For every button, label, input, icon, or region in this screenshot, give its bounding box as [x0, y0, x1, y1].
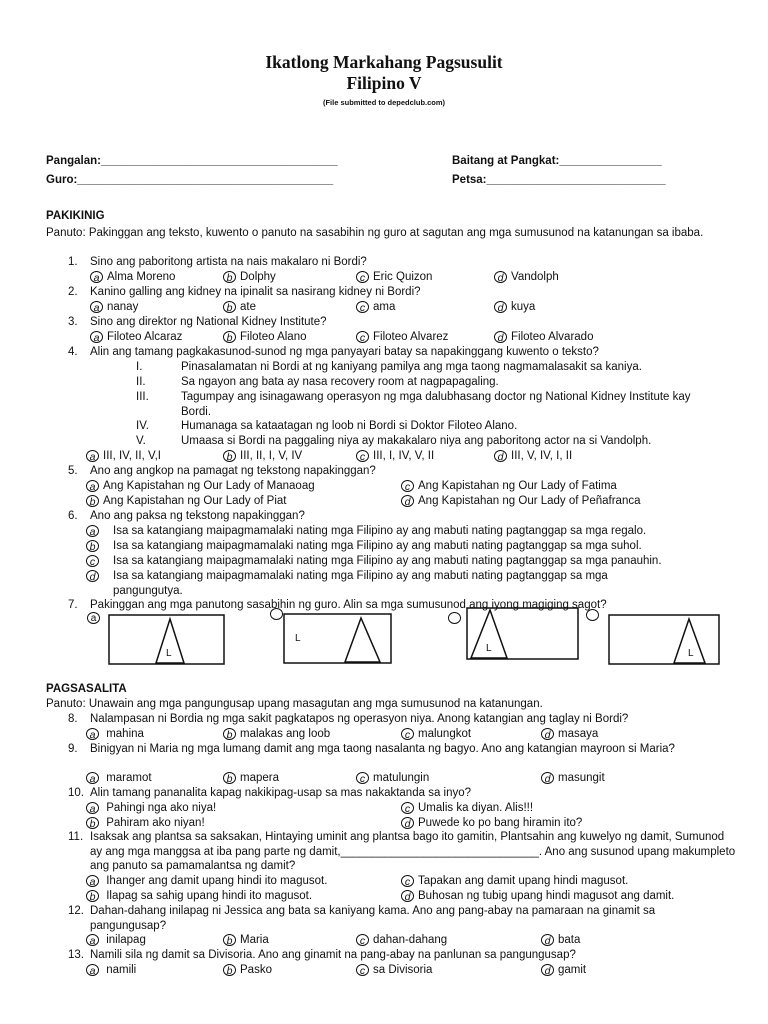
choice-d-text: Isa sa katangiang maipagmamalaki nating mga Filipino ay ang mabuti nating pagtanggap sa mga pangungutya. — [113, 570, 608, 597]
question-11-number: 11. — [68, 831, 84, 843]
question-11: Isaksak ang plantsa sa saksakan, Hintaying uminit ang plantsa bago ito gamitin, Plantsahin ang kuwelyo ng damit, Sumunod ay ang mga manggsa at iba pang parte ng damit,_______________________________. Ano ang susunod upang makumpleto ang panuto sa pamamalantsa ng damit? — [90, 831, 736, 873]
figure-option-c[interactable] — [466, 607, 580, 661]
choice-d[interactable]: d bata — [541, 933, 580, 948]
choice-d[interactable]: d Buhosan ng tubig upang hindi magusot ang damit. — [401, 889, 674, 904]
question-12-number: 12. — [68, 905, 84, 917]
figure-option-b[interactable] — [283, 613, 393, 665]
choice-c[interactable]: c ama — [356, 300, 395, 315]
figure-option-d[interactable] — [608, 614, 721, 666]
choice-d[interactable]: d gamit — [541, 963, 586, 978]
question-4: 4. Alin ang tamang pagkakasunod-sunod ng mga panyayari batay sa napakinggang kuwento o teksto? — [68, 346, 599, 358]
choices-8 — [0, 727, 768, 742]
choice-c[interactable] — [448, 612, 461, 624]
figure-label: L — [295, 633, 301, 644]
choice-a[interactable]: a Isa sa katangiang maipagmamalaki nating mga Filipino ay ang mabuti nating pagtanggap sa mga regalo. — [0, 524, 768, 539]
choice-c[interactable]: c Filoteo Alvarez — [356, 330, 448, 345]
choice-d[interactable]: d Ang Kapistahan ng Our Lady of Peñafranca — [401, 494, 641, 509]
choices-9 — [0, 771, 768, 786]
sequence-item: IV. Humanaga sa kataatagan ng loob ni Bordi si Doktor Filoteo Alano. — [136, 420, 518, 432]
choice-a[interactable]: a nanay — [90, 300, 138, 315]
choices-13 — [0, 963, 768, 978]
sequence-item-text: Tagumpay ang isinagawang operasyon ng mga dalubhasang doctor ng National Kidney Institute kay Bordi. — [181, 391, 691, 418]
choice-a[interactable]: a Ang Kapistahan ng Our Lady of Manaoag — [86, 479, 315, 494]
choice-b[interactable]: b Pahiram ako niyan! — [86, 816, 205, 831]
figure-label: L — [688, 648, 694, 659]
choice-a[interactable]: a Filoteo Alcaraz — [90, 330, 182, 345]
choice-d[interactable]: d — [0, 569, 768, 584]
choice-d[interactable]: d Vandolph — [494, 270, 559, 285]
choice-d[interactable]: d kuya — [494, 300, 535, 315]
exam-subject: Filipino V — [346, 73, 422, 93]
choice-a[interactable]: a — [87, 612, 100, 624]
source-note: (File submitted to depedclub.com) — [322, 98, 446, 107]
choice-a[interactable]: a maramot — [86, 771, 152, 786]
choice-c[interactable]: c Eric Quizon — [356, 270, 432, 285]
question-2: 2. Kanino galling ang kidney na ipinalit sa nasirang kidney ni Bordi? — [68, 286, 421, 298]
question-9: Binigyan ni Maria ng mga lumang damit ang mga taong nasalanta ng bagyo. Ano ang katangian mayroon si Maria? — [90, 743, 675, 755]
guro-field[interactable]: Guro:________________________________________ — [46, 174, 334, 186]
choices-11b — [0, 889, 768, 904]
question-13: 13. Namili sila ng damit sa Divisoria. Ano ang ginamit na pang-abay na panlunan sa pangungusap? — [68, 949, 576, 961]
question-8: 8. Nalampasan ni Bordia ng mga sakit pagkatapos ng operasyon niya. Anong katangian ang taglay ni Bordi? — [68, 713, 629, 725]
choice-b[interactable]: b ate — [223, 300, 256, 315]
choices-3 — [0, 330, 768, 345]
choice-a[interactable]: a Alma Moreno — [90, 270, 175, 285]
choices-11a — [0, 874, 768, 889]
choice-c[interactable]: c malungkot — [401, 727, 471, 742]
choice-c[interactable]: c III, I, IV, V, II — [356, 449, 434, 464]
petsa-field[interactable]: Petsa:____________________________ — [452, 174, 666, 186]
sequence-item: II. Sa ngayon ang bata ay nasa recovery room at nagpapagaling. — [136, 376, 499, 388]
choice-d[interactable] — [586, 609, 599, 621]
question-3: 3. Sino ang direktor ng National Kidney Institute? — [68, 316, 327, 328]
choice-b[interactable]: b Maria — [223, 933, 269, 948]
choice-b[interactable] — [270, 608, 283, 620]
choice-b[interactable]: b malakas ang loob — [223, 727, 330, 742]
choices-10b — [0, 816, 768, 831]
choice-c[interactable]: c Isa sa katangiang maipagmamalaki nating mga Filipino ay ang mabuti nating pagtanggap sa mga panauhin. — [0, 554, 768, 569]
choices-5b — [0, 494, 768, 509]
panuto-pagsasalita: Panuto: Unawain ang mga pangungusap upang masagutan ang mga sumusunod na katanungan. — [46, 698, 543, 710]
choices-1 — [0, 270, 768, 285]
choice-c[interactable]: c Umalis ka diyan. Alis!!! — [401, 801, 533, 816]
question-5: 5. Ano ang angkop na pamagat ng tekstong napakinggan? — [68, 465, 376, 477]
choice-d[interactable]: d Filoteo Alvarado — [494, 330, 593, 345]
sequence-item: V. Umaasa si Bordi na paggaling niya ay makakalaro niya ang paboritong actor na si Vandolph. — [136, 435, 652, 447]
question-9-number: 9. — [68, 743, 78, 755]
choice-d[interactable]: d III, V, IV, I, II — [494, 449, 572, 464]
pangalan-field[interactable]: Pangalan:_____________________________________ — [46, 155, 338, 167]
choice-a[interactable]: a Ihanger ang damit upang hindi ito magusot. — [86, 874, 327, 889]
choice-b[interactable]: b mapera — [223, 771, 279, 786]
choice-b[interactable]: b Isa sa katangiang maipagmamalaki nating mga Filipino ay ang mabuti nating pagtanggap sa mga suhol. — [0, 539, 768, 554]
section-heading-pakikinig: PAKIKINIG — [46, 210, 105, 222]
choice-c[interactable]: c dahan-dahang — [356, 933, 447, 948]
choice-b[interactable]: b III, II, I, V, IV — [223, 449, 302, 464]
choice-b[interactable]: b Pasko — [223, 963, 272, 978]
choices-4 — [0, 449, 768, 464]
question-6: 6. Ano ang paksa ng tekstong napakinggan? — [68, 510, 305, 522]
figure-label: L — [486, 643, 492, 654]
sequence-item: III. — [136, 391, 149, 403]
choice-c[interactable]: c Tapakan ang damit upang hindi magusot. — [401, 874, 628, 889]
figure-label: L — [166, 648, 172, 659]
choice-b[interactable]: b Ilapag sa sahig upang hindi ito magusot. — [86, 889, 312, 904]
choice-a[interactable]: a namili — [86, 963, 136, 978]
choices-5a — [0, 479, 768, 494]
exam-title: Ikatlong Markahang Pagsusulit — [265, 52, 503, 72]
choice-b[interactable]: b Dolphy — [223, 270, 276, 285]
question-10: 10. Alin tamang pananalita kapag nakikipag-usap sa mas nakaktanda sa inyo? — [68, 787, 472, 799]
question-1: 1. Sino ang paboritong artista na nais makalaro ni Bordi? — [68, 256, 367, 268]
question-12: Dahan-dahang inilapag ni Jessica ang bata sa kaniyang kama. Ano ang pang-abay na pamaraan na ginamit sa pangungusap? — [90, 905, 656, 932]
choice-c[interactable]: c Ang Kapistahan ng Our Lady of Fatima — [401, 479, 617, 494]
choices-10a — [0, 801, 768, 816]
section-heading-pagsasalita: PAGSASALITA — [46, 683, 127, 695]
choice-b[interactable]: b Filoteo Alano — [223, 330, 307, 345]
choice-a[interactable]: a III, IV, II, V,I — [86, 449, 161, 464]
choice-d[interactable]: d masaya — [541, 727, 598, 742]
choice-a[interactable]: a Pahingi nga ako niya! — [86, 801, 216, 816]
choice-c[interactable]: c sa Divisoria — [356, 963, 432, 978]
baitang-field[interactable]: Baitang at Pangkat:________________ — [452, 155, 662, 167]
choice-a[interactable]: a mahina — [86, 727, 144, 742]
panuto-pakikinig: Panuto: Pakinggan ang teksto, kuwento o panuto na sasabihin ng guro at sagutan ang mga sumusunod na katanungan sa ibaba. — [46, 227, 704, 239]
choice-d[interactable]: d Puwede ko po bang hiramin ito? — [401, 816, 582, 831]
choices-12 — [0, 933, 768, 948]
sequence-item: I. Pinasalamatan ni Bordi at ng kaniyang pamilya ang mga taong nagmamalasakit sa kaniya. — [136, 361, 642, 373]
choice-b[interactable]: b Ang Kapistahan ng Our Lady of Piat — [86, 494, 286, 509]
question-7: 7. Pakinggan ang mga panutong sasabihin ng guro. Alin sa mga sumusunod ang iyong magiging sagot? — [68, 599, 607, 611]
choice-d[interactable]: d masungit — [541, 771, 605, 786]
choice-a[interactable]: a inilapag — [86, 933, 146, 948]
choice-c[interactable]: c matulungin — [356, 771, 429, 786]
choices-2 — [0, 300, 768, 315]
figure-option-a[interactable] — [108, 614, 226, 666]
